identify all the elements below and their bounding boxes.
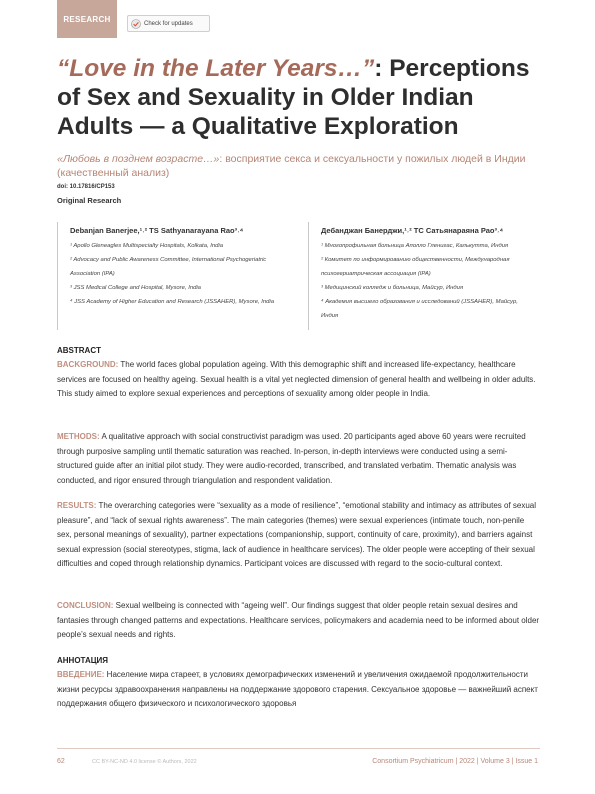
author-names-en: Debanjan Banerjee,¹˒² TS Sathyanarayana Rao³˒⁴ — [70, 226, 244, 235]
article-type: Original Research — [57, 196, 122, 205]
abstract-results — [57, 499, 540, 572]
doi-link[interactable]: doi: 10.17816/CP153 — [57, 184, 115, 190]
article-title-ru — [57, 152, 537, 180]
research-badge: RESEARCH — [57, 0, 117, 38]
background-label: BACKGROUND: — [57, 360, 119, 369]
article-title — [57, 54, 547, 141]
journal-info: Consortium Psychiatricum | 2022 | Volume 3 | Issue 1 — [372, 758, 538, 765]
authors-block-en — [70, 226, 285, 309]
affiliation-ru-3: ³ Медицинский колледж и больница, Майсур, Индия — [321, 285, 464, 291]
conclusion-text: Sexual wellbeing is connected with “ageing well”. Our findings suggest that older people retain sexual desires and fantasies through changed patterns and expectations. Healthcare services, policymakers and academia need to be informed about older people’s sexual needs and rights. — [57, 601, 540, 639]
author-names-ru: Дебанджан Банерджи,¹˒² ТС Сатьянараяна Рао³˒⁴ — [321, 226, 504, 235]
conclusion-label: CONCLUSION: — [57, 601, 114, 610]
authors-block-ru — [321, 226, 536, 323]
annotation-intro — [57, 668, 540, 712]
affiliation-en-1: ¹ Apollo Gleneagles Multispecialty Hospitals, Kolkata, India — [70, 243, 224, 249]
authors-divider-ru — [308, 222, 309, 330]
methods-text: A qualitative approach with social constructivist paradigm was used. 20 participants aged above 60 years were recruited through purposive sampling until thematic saturation was reached. In-person, in-depth interviews were conducted using a semi-structured guide after an initial pilot study. They were audio-recorded, transcribed, and translated verbatim. Thematic analysis was conducted, and rigor ensured through triangulation and respondent validation. — [57, 432, 526, 485]
abstract-methods — [57, 430, 540, 488]
background-text: The world faces global population ageing. With this demographic shift and increased life-expectancy, healthcare services are focused on healthy ageing. Sexual health is a vital yet neglected dimension of general health and wellbeing in older adults. This study aimed to explore sexual experiences and perceptions of sexuality among older people in India. — [57, 360, 536, 398]
abstract-background — [57, 358, 540, 402]
title-ru-quoted: «Любовь в позднем возрасте…» — [57, 153, 220, 165]
results-text: The overarching categories were “sexuality as a mode of resilience”, “emotional stability and intimacy as attributes of sexual pleasure”, and “lack of sexual rights awareness”. The main categories (themes) were sexual experiences (intimate touch, non-penile sex, personal meanings of sexuality), partner expectations (companionship, support, continuity of care, proximity), and barriers against sexual expression (social stereotypes, stigma, lack of audience in healthcare services). The older people were accepting of their sexual difficulties and coped through relationship dynamics. Participant voices are discussed with regard to the socio-cultural context. — [57, 501, 537, 568]
authors-divider-en — [57, 222, 58, 330]
title-ru-rest: : восприятие секса и сексуальности у пожилых людей в Индии (качественный анализ) — [57, 153, 526, 179]
abstract-conclusion — [57, 599, 540, 643]
affiliation-ru-1: ¹ Многопрофильная больница Аполло Гленигас, Калькутта, Индия — [321, 243, 509, 249]
affiliation-ru-4: ⁴ Академия высшего образования и исследований (JSSAHER), Майсур, Индия — [321, 299, 518, 319]
title-quoted: “Love in the Later Years…” — [57, 55, 375, 82]
affiliation-en-2: ² Advocacy and Public Awareness Committee, International Psychogeriatric Association (IPA) — [70, 257, 267, 277]
annotation-heading: АННОТАЦИЯ — [57, 656, 109, 665]
affiliation-ru-2: ² Комитет по информированию общественности, Международная психогериатрическая ассоциация (IPA) — [321, 257, 510, 277]
affiliation-en-3: ³ JSS Medical College and Hospital, Mysore, India — [70, 285, 201, 291]
abstract-heading: ABSTRACT — [57, 346, 101, 355]
license-text: CC BY-NC-ND 4.0 license © Authors, 2022 — [92, 759, 197, 765]
intro-text: Население мира стареет, в условиях демографических изменений и увеличения ожидаемой продолжительности жизни ресурсы здравоохранения направлены на поддержание здорового старения. Сексуальное здоровье — важнейший аспект поддержания общего физического и психологического здоровья — [57, 670, 538, 708]
affiliation-en-4: ⁴ JSS Academy of Higher Education and Research (JSSAHER), Mysore, India — [70, 299, 275, 305]
check-updates-icon — [131, 19, 141, 29]
check-updates-label: Check for updates — [144, 20, 193, 27]
results-label: RESULTS: — [57, 501, 97, 510]
page-number: 62 — [57, 758, 65, 765]
intro-label: ВВЕДЕНИЕ: — [57, 670, 105, 679]
footer-divider — [57, 748, 540, 749]
title-rest: : Perceptions of Sex and Sexuality in Older Indian Adults — a Qualitative Exploration — [57, 55, 530, 140]
methods-label: METHODS: — [57, 432, 100, 441]
check-for-updates-button[interactable] — [127, 15, 210, 32]
